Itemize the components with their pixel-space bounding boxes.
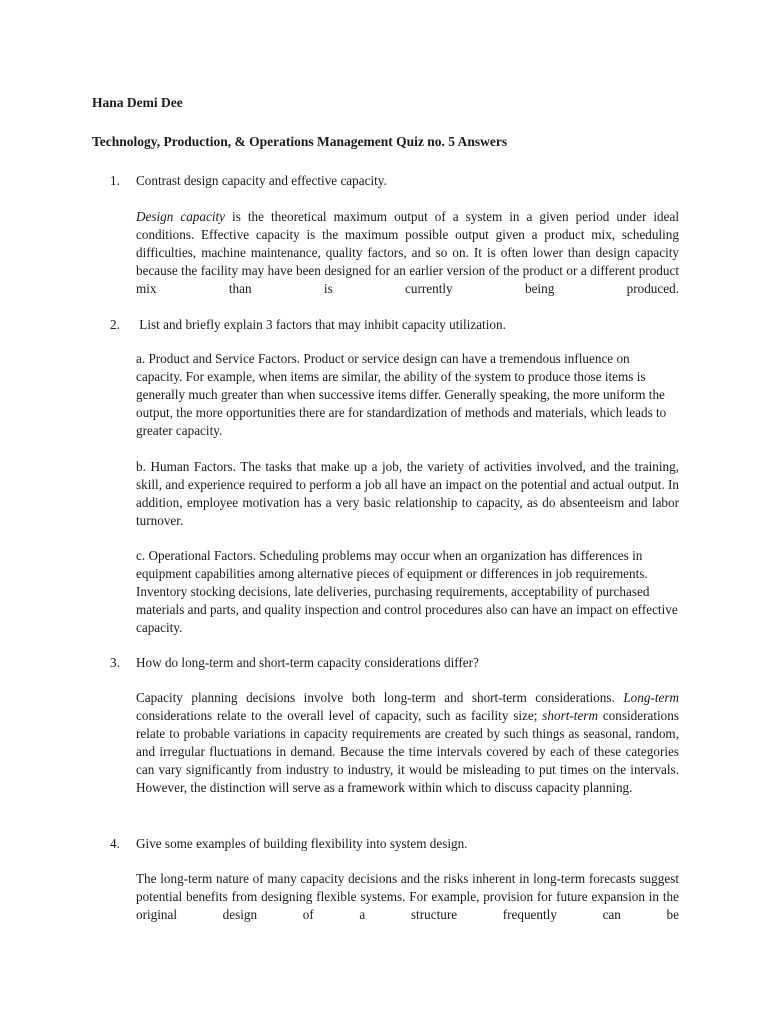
answer-term: Design capacity [136,209,226,224]
answer-text: is the theoretical maximum output of a system in a given period under ideal conditions. Effective capacity is the maximum possible output given a product mix, scheduling difficulties, machine maintenance, quality factors, and so on. It is often lower than design capacity because the facility may have been designed for an earlier version of the product or a different product mix than is currently being produced. [136,209,679,296]
answer-3 [136,689,679,796]
answer-text-1: Capacity planning decisions involve both long-term and short-term considerations. [136,690,624,705]
answer-4: The long-term nature of many capacity decisions and the risks inherent in long-term forecasts suggest potential benefits from designing flexible systems. For example, provision for future expansion in the original design of a structure frequently can be [136,871,679,922]
answer-1 [136,208,679,298]
question-4 [110,835,690,853]
factor-a: a. Product and Service Factors. Product or service design can have a tremendous influence on capacity. For example, when items are similar, the ability of the system to produce those items is generally much greater than when successive items differ. Generally speaking, the more uniform the output, the more opportunities there are for standardization of methods and materials, which leads to greater capacity. [136,351,667,438]
question-2 [110,316,690,334]
question-number: 4. [110,836,120,851]
answer-term-short: short-term [542,707,598,723]
answer-text-2: considerations relate to the overall level of capacity, such as facility size; [136,707,543,723]
factor-b: b. Human Factors. The tasks that make up a job, the variety of activities involved, and the training, skill, and experience required to perform a job all have an impact on the potential and actual output. In addition, employee motivation has a very basic relationship to capacity, as do absenteeism and labor turnover. [136,459,679,528]
question-text: Give some examples of building flexibility into system design. [136,836,468,851]
question-number: 3. [110,655,120,670]
question-number: 1. [110,173,120,188]
answer-text-3: considerations relate to probable variations in capacity requirements are created by such things as seasonal, random, and irregular fluctuations in demand. Because the time intervals covered by each of these categories can vary significantly from industry to industry, it would be misleading to put times on the intervals. However, the distinction will serve as a framework within which to discuss capacity planning. [136,707,679,795]
answer-term-long: Long-term [623,690,679,705]
question-3 [110,654,690,672]
question-text: How do long-term and short-term capacity considerations differ? [136,655,479,670]
question-text: List and briefly explain 3 factors that may inhibit capacity utilization. [136,317,506,332]
question-text: Contrast design capacity and effective capacity. [136,173,387,188]
factor-c: c. Operational Factors. Scheduling problems may occur when an organization has differences in equipment capabilities among alternative pieces of equipment or differences in job requirements. Inventory stocking decisions, late deliveries, purchasing requirements, acceptability of purchased materials and parts, and quality inspection and control procedures also can have an impact on effective capacity. [136,548,678,635]
document-title: Technology, Production, & Operations Management Quiz no. 5 Answers [92,134,508,149]
question-number: 2. [110,317,120,332]
author-name: Hana Demi Dee [92,95,183,110]
question-1 [110,172,690,190]
